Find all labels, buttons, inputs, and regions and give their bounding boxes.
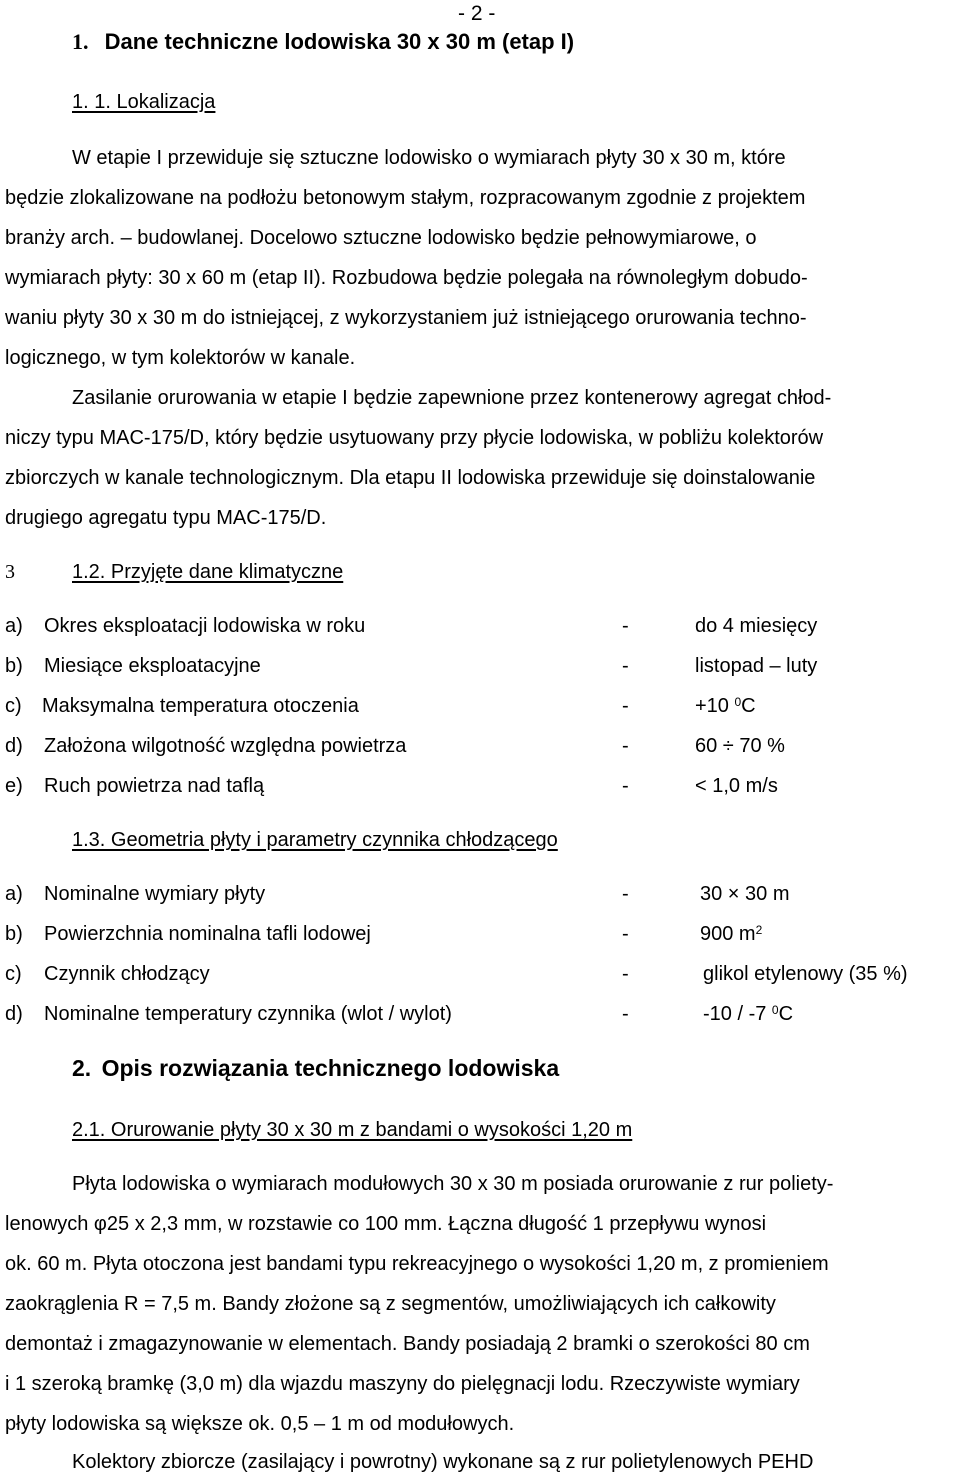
subsection-1-3-heading: 1.3. Geometria płyty i parametry czynnika chłodzącego [72,829,558,851]
list-item-label: Nominalne temperatury czynnika (wlot / wylot) [44,1003,452,1025]
paragraph-line: i 1 szeroką bramkę (3,0 m) dla wjazdu maszyny do pielęgnacji lodu. Rzeczywiste wymiary [5,1373,800,1395]
paragraph-line: będzie zlokalizowane na podłożu betonowym stałym, rozpracowanym zgodnie z projektem [5,187,806,209]
paragraph-line: branży arch. – budowlanej. Docelowo sztuczne lodowisko będzie pełnowymiarowe, o [5,227,757,249]
subsection-2-1-heading: 2.1. Orurowanie płyty 30 x 30 m z bandami o wysokości 1,20 m [72,1119,633,1141]
list-item-dash: - [622,883,629,905]
list-item-letter: d) [5,1003,23,1025]
list-item-label: Założona wilgotność względna powietrza [44,735,407,757]
list-item-value: do 4 miesięcy [695,615,818,637]
list-item-label: Czynnik chłodzący [44,963,210,985]
paragraph-line: zbiorczych w kanale technologicznym. Dla etapu II lodowiska przewiduje się doinstalowanie [5,467,816,489]
list-item-letter: c) [5,695,22,717]
paragraph-line: lenowych φ25 x 2,3 mm, w rozstawie co 100 mm. Łączna długość 1 przepływu wynosi [5,1213,767,1235]
list-item-value: 900 $m^2$ [700,923,763,945]
paragraph-line: Płyta lodowiska o wymiarach modułowych 30 x 30 m posiada orurowanie z rur poliety- [72,1173,834,1195]
list-item-letter: c) [5,963,22,985]
list-item-dash: - [622,695,629,717]
subsection-1-1-heading: 1. 1. Lokalizacja [72,91,216,113]
list-item-label: Nominalne wymiary płyty [44,883,266,905]
paragraph-line: waniu płyty 30 x 30 m do istniejącej, z wykorzystaniem już istniejącego orurowania techno- [5,307,807,329]
section-2-number: 2. [72,1055,92,1081]
paragraph-line: W etapie I przewiduje się sztuczne lodowisko o wymiarach płyty 30 x 30 m, które [72,147,786,169]
list-item-letter: e) [5,775,23,797]
paragraph-line: Kolektory zbiorcze (zasilający i powrotny) wykonane są z rur polietylenowych PEHD [72,1451,814,1473]
list-item-label: Powierzchnia nominalna tafli lodowej [44,923,371,945]
list-item-dash: - [622,615,629,637]
paragraph-line: wymiarach płyty: 30 x 60 m (etap II). Rozbudowa będzie polegała na równoległym dobudo- [5,267,808,289]
section-1-number: 1. [72,29,89,54]
paragraph-line: demontaż i zmagazynowanie w elementach. Bandy posiadają 2 bramki o szerokości 80 cm [5,1333,810,1355]
list-item-dash: - [622,1003,629,1025]
list-item-dash: - [622,655,629,677]
list-item-value: -10 / -7 $^0$C [703,1003,794,1025]
list-item-value: < 1,0 m/s [695,775,778,797]
list-item-dash: - [622,735,629,757]
list-item-letter: d) [5,735,23,757]
paragraph-line: zaokrąglenia R = 7,5 m. Bandy złożone są z segmentów, umożliwiających ich całkowity [5,1293,776,1315]
paragraph-line: Zasilanie orurowania w etapie I będzie zapewnione przez kontenerowy agregat chłod- [72,387,832,409]
list-item-label: Maksymalna temperatura otoczenia [42,695,359,717]
list-item-value: 60 ÷ 70 % [695,735,785,757]
page-number: - 2 - [458,2,496,25]
list-item-dash: - [622,963,629,985]
paragraph-line: logicznego, w tym kolektorów w kanale. [5,347,356,369]
list-item-value: +10 $^0$C [695,695,756,717]
section-2-title: Opis rozwiązania technicznego lodowiska [101,1055,560,1081]
list-item-letter: a) [5,883,23,905]
subsection-1-2-heading: 1.2. Przyjęte dane klimatyczne [72,561,344,583]
list-item-letter: b) [5,923,23,945]
paragraph-line: płyty lodowiska są większe ok. 0,5 – 1 m od modułowych. [5,1413,515,1435]
list-item-value: 30 × 30 m [700,883,790,905]
list-item-value: listopad – luty [695,655,818,677]
list-item-letter: a) [5,615,23,637]
subsection-1-2-marker: 3 [5,561,15,583]
section-1-title: Dane techniczne lodowiska 30 x 30 m (etap I) [104,29,575,54]
list-item-label: Okres eksploatacji lodowiska w roku [44,615,366,637]
list-item-dash: - [622,923,629,945]
section-2-heading [72,1056,559,1080]
list-item-label: Ruch powietrza nad taflą [44,775,265,797]
list-item-label: Miesiące eksploatacyjne [44,655,261,677]
list-item-letter: b) [5,655,23,677]
paragraph-line: ok. 60 m. Płyta otoczona jest bandami typu rekreacyjnego o wysokości 1,20 m, z promieniem [5,1253,829,1275]
paragraph-line: niczy typu MAC-175/D, który będzie usytuowany przy płycie lodowiska, w pobliżu kolektorów [5,427,824,449]
section-1-heading [72,30,574,54]
paragraph-line: drugiego agregatu typu MAC-175/D. [5,507,327,529]
list-item-value: glikol etylenowy (35 %) [703,963,908,985]
list-item-dash: - [622,775,629,797]
